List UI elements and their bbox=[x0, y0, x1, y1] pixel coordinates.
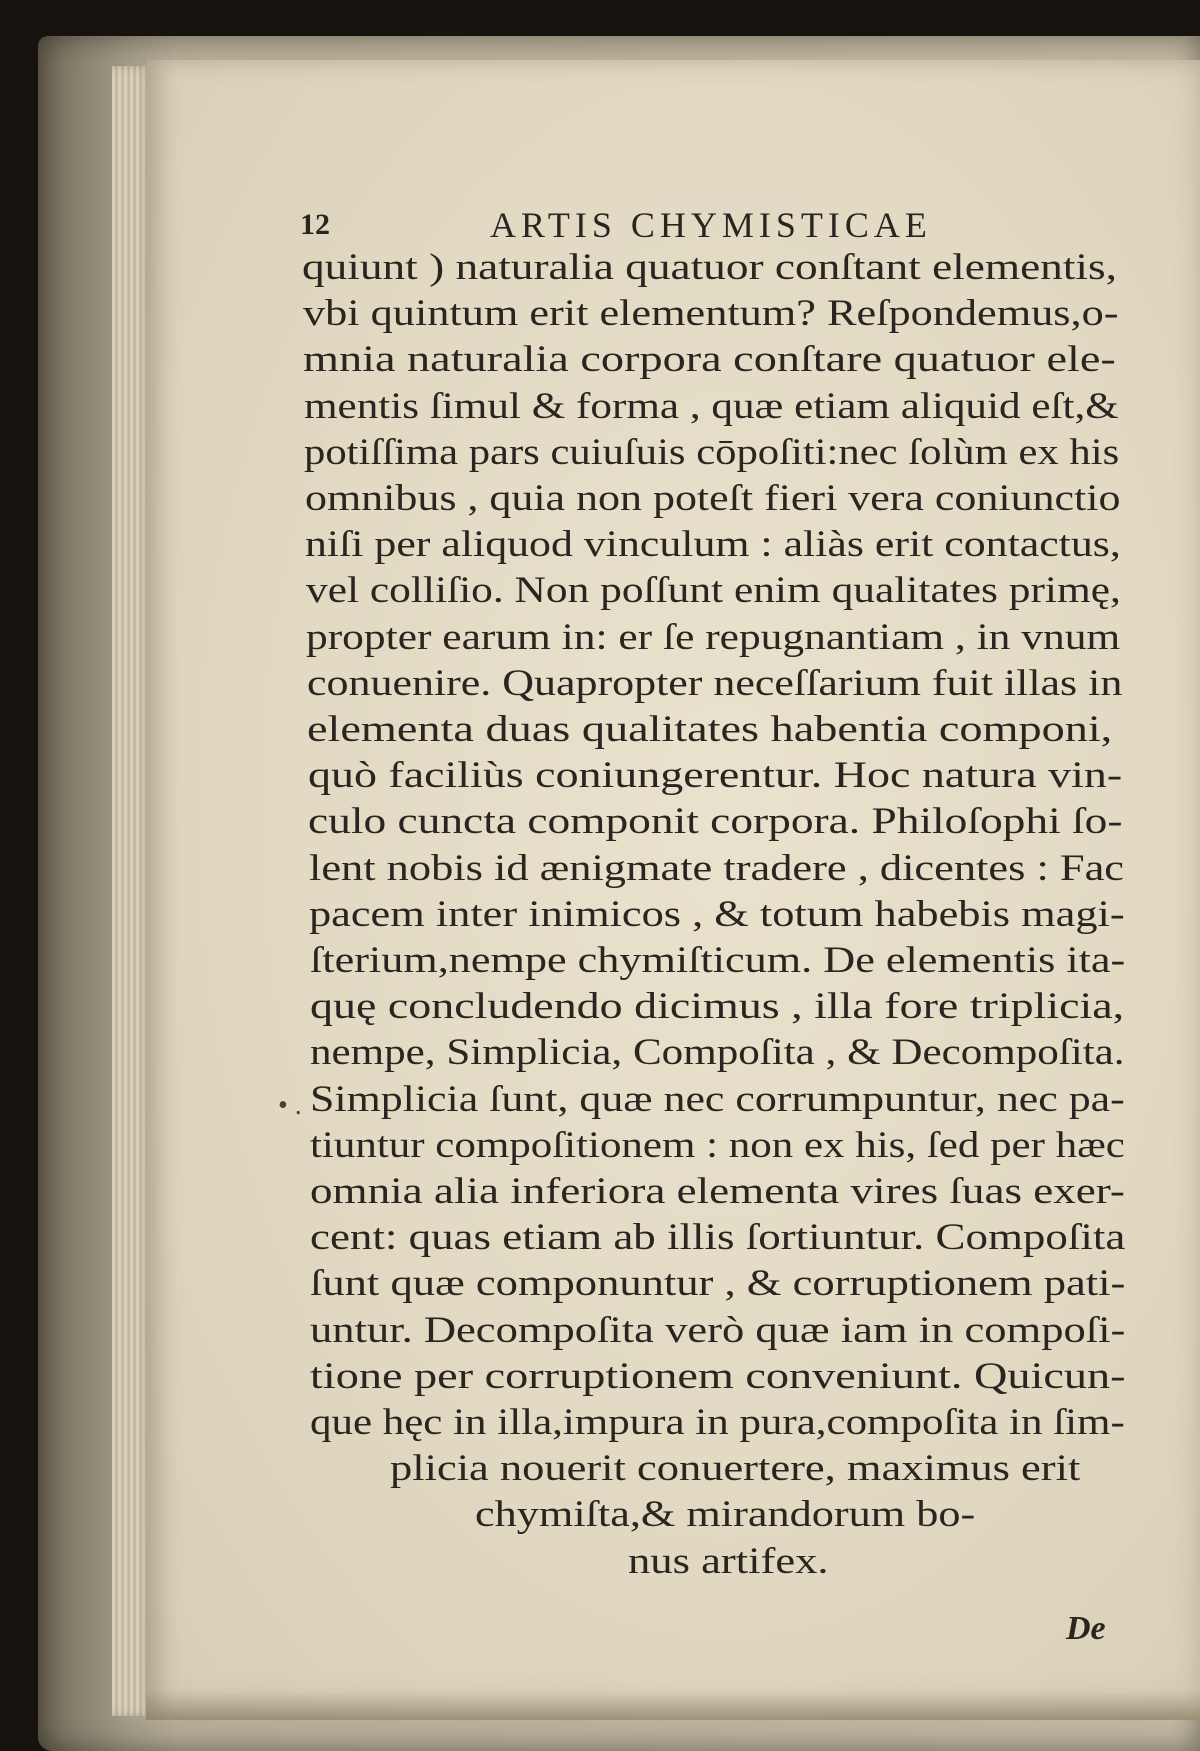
text-line: cent: quas etiam ab illis ſortiuntur. Compoſita bbox=[310, 1217, 1126, 1259]
text-line: quiunt ) naturalia quatuor conſtant elementis, bbox=[302, 247, 1117, 288]
text-line: mnia naturalia corpora conſtare quatuor ele- bbox=[303, 339, 1116, 381]
text-line: Simplicia ſunt, quæ nec corrumpuntur, nec pa- bbox=[310, 1078, 1125, 1120]
text-line: que hęc in illa,impura in pura,compoſita in ſim- bbox=[310, 1402, 1125, 1443]
text-line: lent nobis id ænigmate tradere , dicentes : Fac bbox=[308, 847, 1124, 889]
text-line: culo cuncta componit corpora. Philoſophi ſo- bbox=[308, 801, 1123, 843]
text-line: pacem inter inimicos , & totum habebis magi- bbox=[309, 893, 1125, 935]
text-line: ſunt quæ componuntur , & corruptionem pati- bbox=[310, 1263, 1126, 1305]
text-line: conuenire. Quapropter neceſſarium fuit illas in bbox=[306, 662, 1122, 704]
text-line: chymiſta,& mirandorum bo- bbox=[475, 1494, 976, 1536]
text-line: untur. Decompoſita verò quæ iam in compoſi- bbox=[310, 1309, 1126, 1351]
text-line: mentis ſimul & forma , quæ etiam aliquid eſt,& bbox=[303, 385, 1119, 427]
running-title: ARTIS CHYMISTICAE bbox=[490, 205, 932, 245]
text-line: niſi per aliquod vinculum : aliàs erit contactus, bbox=[305, 524, 1121, 566]
margin-mark: • . bbox=[278, 1090, 302, 1121]
text-line: omnia alia inferiora elementa vires ſuas exer- bbox=[310, 1171, 1125, 1212]
text-line: plicia nouerit conuertere, maximus erit bbox=[390, 1448, 1081, 1490]
text-line: ſterium,nempe chymiſticum. De elementis ita- bbox=[309, 940, 1125, 981]
page-shadow bbox=[146, 1690, 1200, 1720]
page-number: 12 bbox=[300, 208, 330, 241]
text-line: tione per corruptionem conveniunt. Quicun- bbox=[310, 1355, 1126, 1397]
catchword: De bbox=[1066, 1610, 1106, 1647]
text-line: nempe, Simplicia, Compoſita , & Decompoſita. bbox=[310, 1032, 1125, 1074]
text-line: omnibus , quia non poteſt fieri vera coniunctio bbox=[304, 478, 1120, 519]
text-line: quò faciliùs coniungerentur. Hoc natura vin- bbox=[307, 755, 1122, 797]
text-line: potiſſima pars cuiuſuis cōpoſiti:nec ſolùm ex his bbox=[304, 431, 1120, 473]
text-line: vel colliſio. Non poſſunt enim qualitates primę, bbox=[305, 570, 1121, 612]
text-line: quę concludendo dicimus , illa fore triplicia, bbox=[310, 986, 1125, 1028]
text-line: propter earum in: er ſe repugnantiam , in vnum bbox=[306, 616, 1121, 658]
text-line: vbi quintum erit elementum? Reſpondemus,o- bbox=[302, 293, 1119, 335]
text-line: nus artifex. bbox=[628, 1540, 829, 1582]
text-line: tiuntur compoſitionem : non ex his, ſed per hæc bbox=[310, 1124, 1125, 1166]
text-line: elementa duas qualitates habentia componi, bbox=[307, 709, 1113, 750]
